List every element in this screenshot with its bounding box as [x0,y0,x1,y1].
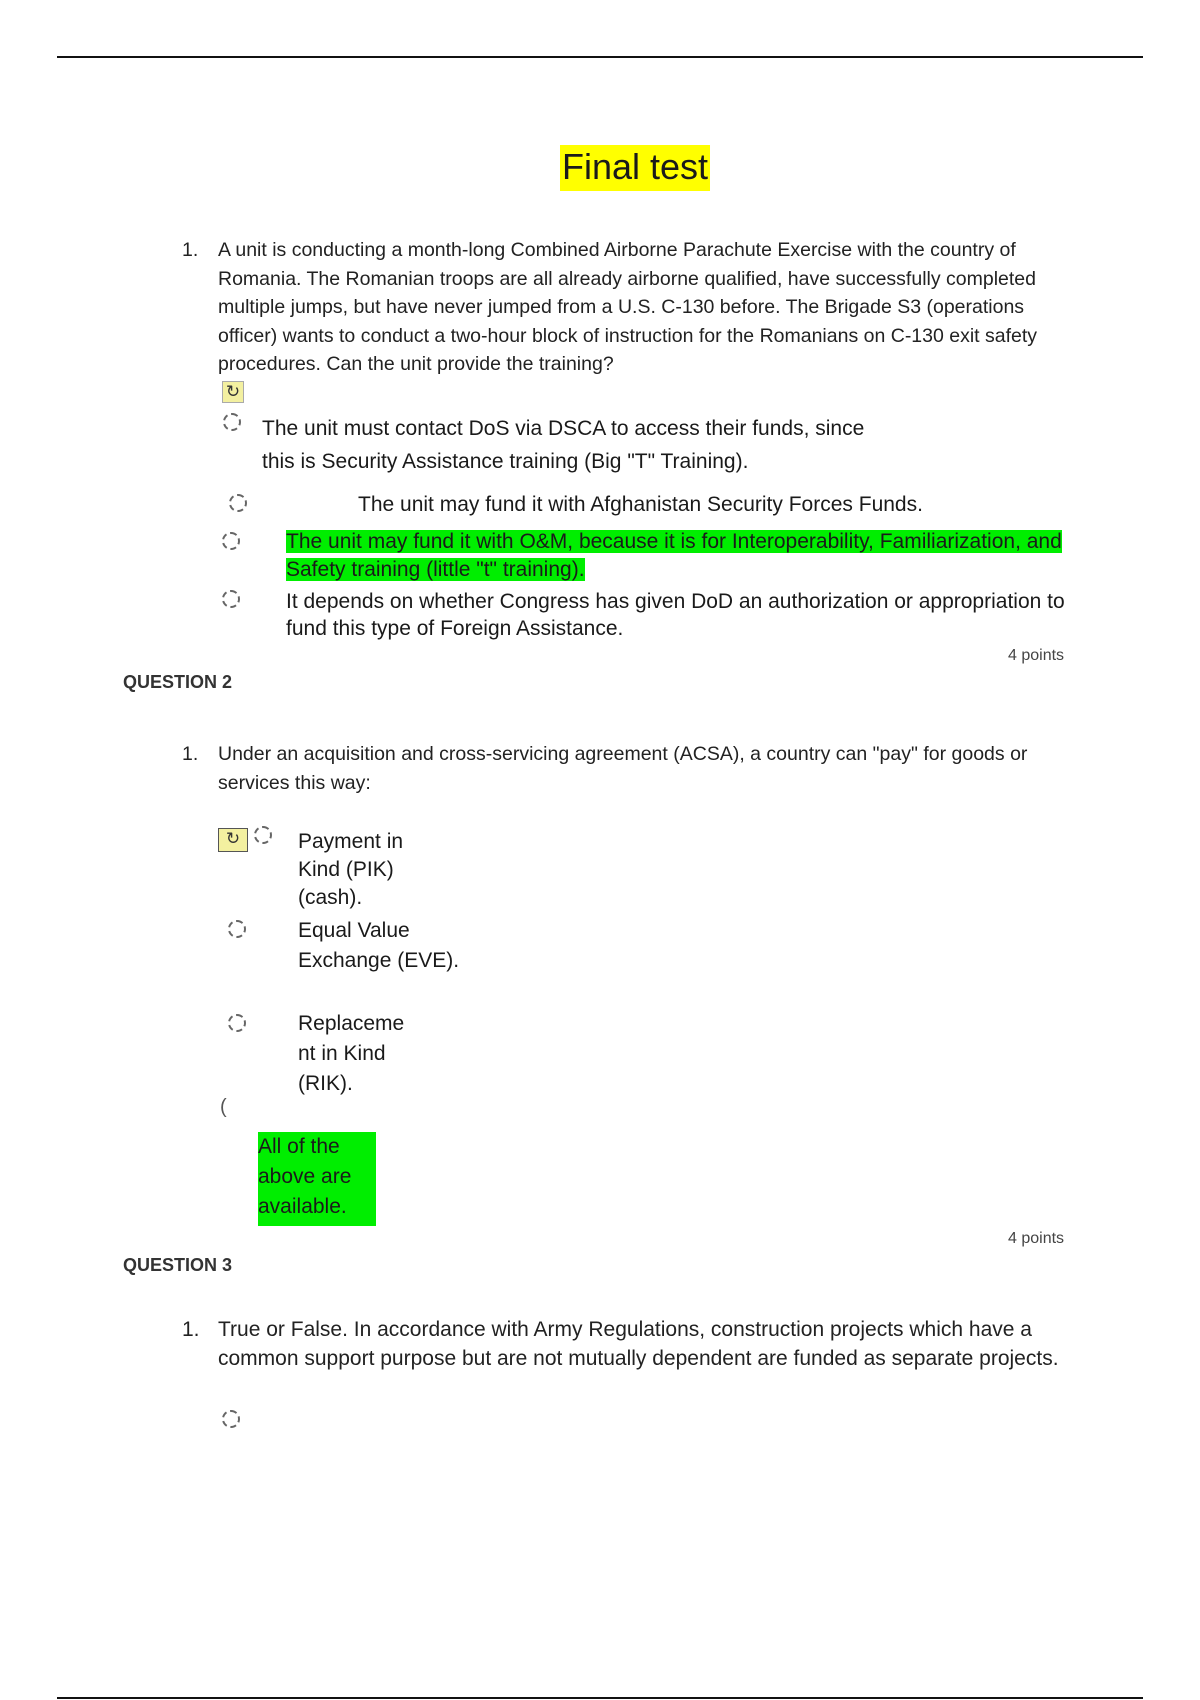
q2-option-1-radio[interactable] [254,826,272,844]
q2-option-4-radio[interactable]: ( [220,1096,227,1118]
answer-marker-icon: ↻ [222,381,244,403]
q2-option-1[interactable]: Payment in Kind (PIK) (cash). [298,830,404,909]
q3-text-block [182,1316,1078,1373]
q2-text: Under an acquisition and cross-servicing agreement (ACSA), a country can "pay" for goods or services this way: [218,743,1028,794]
q2-option-3[interactable]: Replacement in Kind (RIK). [298,1012,405,1095]
q1-number: 1. [182,239,199,261]
q1-text-block [182,236,1088,379]
q1-option-3-radio[interactable] [222,532,240,550]
q2-option-3-radio[interactable] [228,1014,246,1032]
q1-option-4[interactable]: It depends on whether Congress has given DoD an authorization or appropriation to fund this type of Foreign Assistance. [286,590,1065,640]
page-title: Final test [560,145,710,191]
q1-option-2[interactable]: The unit may fund it with Afghanistan Security Forces Funds. [358,493,923,516]
q1-option-1-radio[interactable] [223,413,241,431]
q2-option-4[interactable]: All of the above are available. [258,1132,376,1226]
q1-option-4-radio[interactable] [222,590,240,608]
q3-option-1-radio[interactable] [222,1410,240,1428]
bottom-rule [57,1697,1143,1699]
q2-option-2[interactable]: Equal Value Exchange (EVE). [298,919,460,972]
q1-text: A unit is conducting a month-long Combined Airborne Parachute Exercise with the country of Romania. The Romanian troops are all already airborne qualified, have successfully completed multiple jumps, but have never jumped from a U.S. C-130 before. The Brigade S3 (operations officer) wants to conduct a two-hour block of instruction for the Romanians on C-130 exit safety procedures. Can the unit provide the training? [218,239,1038,375]
q1-points: 4 points [1008,647,1065,664]
q2-option-2-radio[interactable] [228,920,246,938]
q3-text: True or False. In accordance with Army Regulations, construction projects which have a common support purpose but are not mutually dependent are funded as separate projects. [218,1318,1059,1370]
q2-number: 1. [182,743,199,765]
q3-number: 1. [182,1318,200,1341]
q2-points: 4 points [1008,1230,1065,1247]
q1-option-3[interactable] [286,528,1086,584]
q2-label: QUESTION 2 [123,672,233,692]
answer-marker-icon: ↻ [218,828,248,852]
q1-option-3-highlight: The unit may fund it with O&M, because it is for Interoperability, Familiarization, and Safety training (little "t" training). [286,530,1062,581]
top-rule [57,56,1143,58]
q1-option-2-radio[interactable] [229,494,247,512]
q1-option-1[interactable]: The unit must contact DoS via DSCA to access their funds, since this is Security Assistance training (Big "T" Training). [262,417,865,473]
q3-label: QUESTION 3 [123,1255,233,1275]
q2-text-block [182,740,1088,797]
